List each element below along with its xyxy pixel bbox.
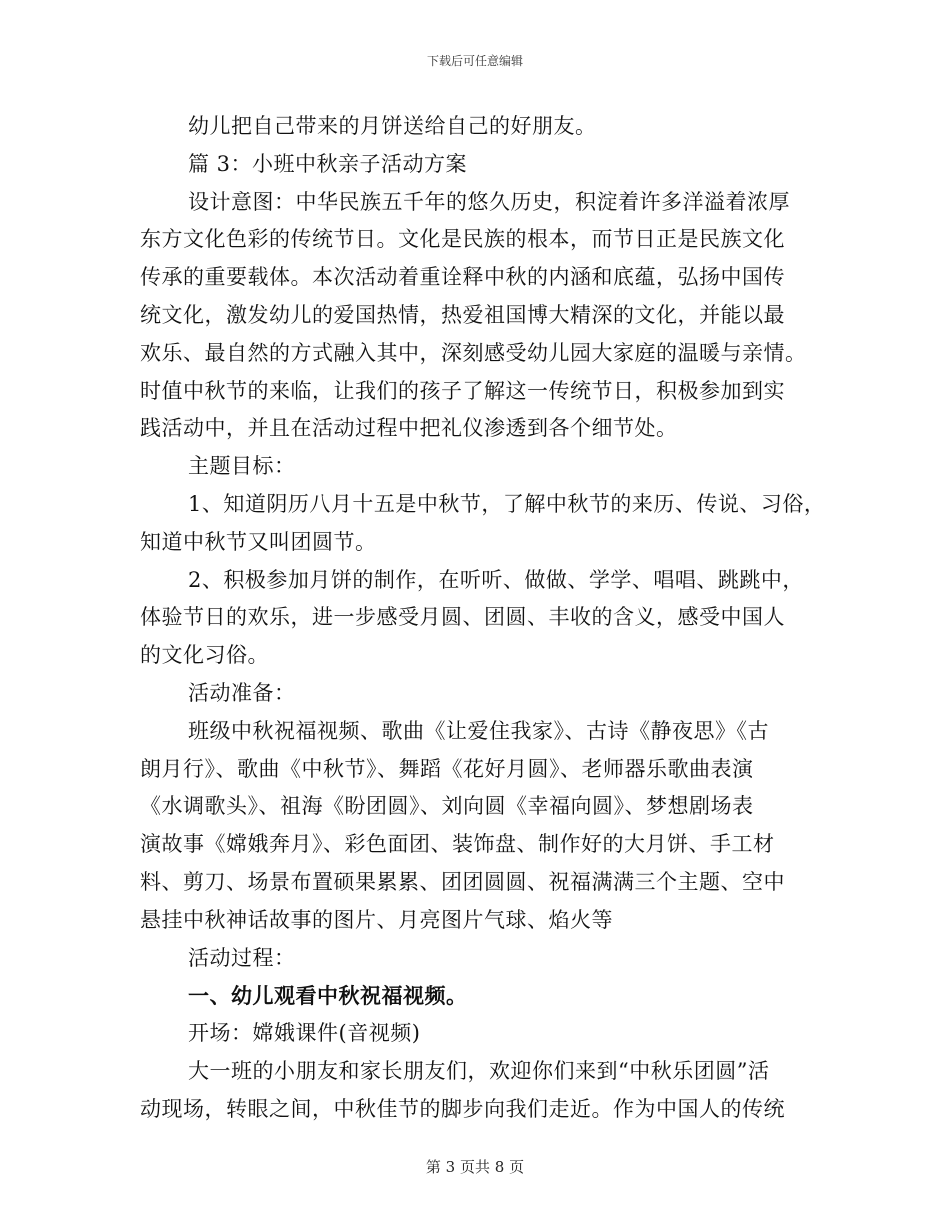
document-body xyxy=(140,108,826,1129)
text-line: 班级中秋祝福视频、歌曲《让爱住我家》、古诗《静夜思》《古 xyxy=(188,718,769,743)
text-line: 演故事《嫦娥奔月》、彩色面团、装饰盘、制作好的大月饼、手工材 xyxy=(140,832,775,857)
text-line: 时值中秋节的来临，让我们的孩子了解这一传统节日，积极参加到实 xyxy=(140,378,785,403)
text-line: 设计意图：中华民族五千年的悠久历史，积淀着许多洋溢着浓厚 xyxy=(188,189,790,214)
text-line: 幼儿把自己带来的月饼送给自己的好朋友。 xyxy=(188,114,597,138)
text-line: 体验节日的欢乐，进一步感受月圆、团圆、丰收的含义，感受中国人 xyxy=(140,605,785,630)
text-line: 悬挂中秋神话故事的图片、月亮图片气球、焰火等 xyxy=(140,907,613,932)
text-line: 欢乐、最自然的方式融入其中，深刻感受幼儿园大家庭的温暖与亲情。 xyxy=(140,340,807,365)
text-line: 朗月行》、歌曲《中秋节》、舞蹈《花好月圆》、老师器乐歌曲表演 xyxy=(140,756,754,781)
text-line: 2、积极参加月饼的制作，在听听、做做、学学、唱唱、跳跳中， xyxy=(188,567,804,592)
page-header: 下载后可任意编辑 xyxy=(426,54,523,68)
text-line: 主题目标： xyxy=(188,454,296,479)
text-line: 东方文化色彩的传统节日。文化是民族的根本，而节日正是民族文化 xyxy=(140,227,785,252)
text-line: 大一班的小朋友和家长朋友们，欢迎你们来到“中秋乐团圆”活 xyxy=(188,1058,770,1083)
text-line: 传承的重要载体。本次活动着重诠释中秋的内涵和底蕴，弘扬中国传 xyxy=(140,265,785,290)
text-line: 开场：嫦娥课件(音视频) xyxy=(188,1021,421,1046)
text-line: 践活动中，并且在活动过程中把礼仪渗透到各个细节处。 xyxy=(140,416,678,441)
text-line: 知道中秋节又叫团圆节。 xyxy=(140,529,377,554)
text-line: 统文化，激发幼儿的爱国热情，热爱祖国博大精深的文化，并能以最 xyxy=(140,302,785,327)
text-line: 的文化习俗。 xyxy=(140,643,269,668)
text-line: 活动过程： xyxy=(188,945,296,970)
text-line: 篇 3：小班中秋亲子活动方案 xyxy=(188,151,468,176)
text-line: 《水调歌头》、祖海《盼团圆》、刘向圆《幸福向圆》、梦想剧场表 xyxy=(140,794,754,819)
text-line: 活动准备： xyxy=(188,680,296,705)
text-line: 动现场，转眼之间，中秋佳节的脚步向我们走近。作为中国人的传统 xyxy=(140,1096,785,1121)
page-footer: 第 3 页共 8 页 xyxy=(425,1158,525,1176)
text-line: 1、知道阴历八月十五是中秋节，了解中秋节的来历、传说、习俗， xyxy=(188,491,826,516)
section-heading: 一、幼儿观看中秋祝福视频。 xyxy=(188,983,468,1009)
text-line: 料、剪刀、场景布置硕果累累、团团圆圆、祝福满满三个主题、空中 xyxy=(140,869,785,894)
